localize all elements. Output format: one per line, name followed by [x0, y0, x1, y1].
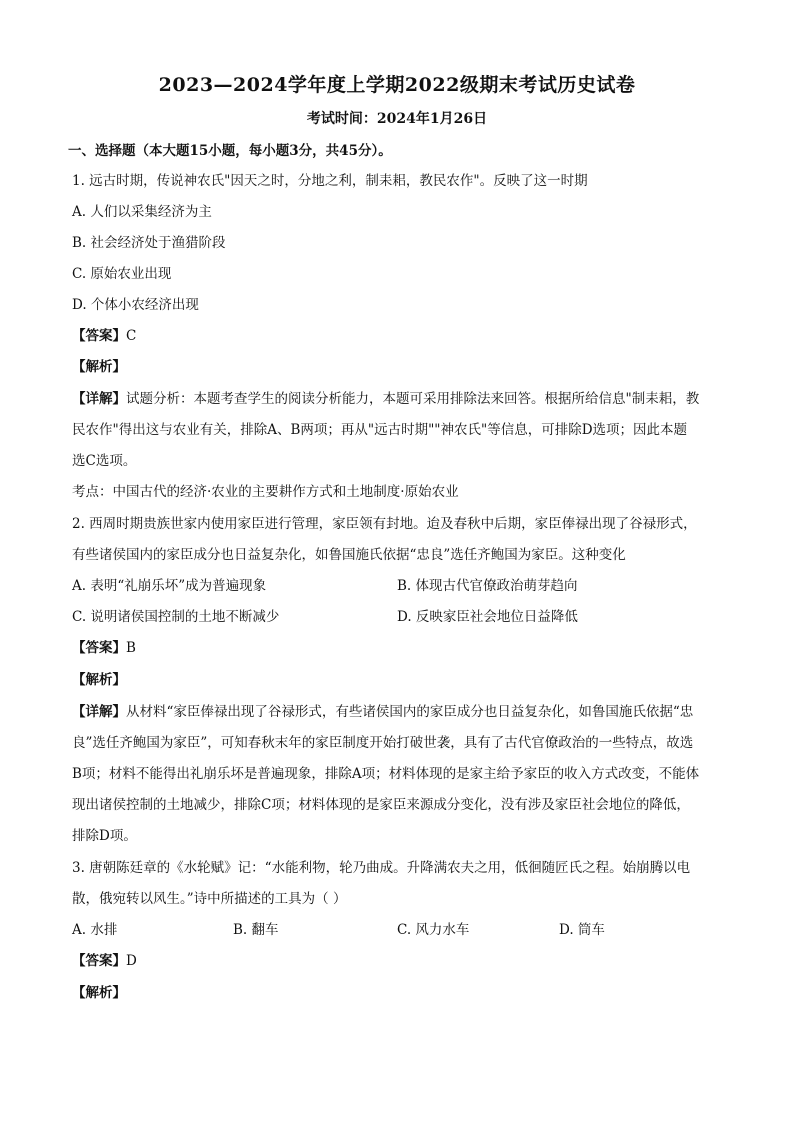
- page-title: 2023—2024学年度上学期2022级期末考试历史试卷: [158, 74, 636, 96]
- q1-option-d: D. 个体小农经济出现: [72, 297, 199, 313]
- q1-analysis: 【解析】: [72, 359, 126, 375]
- q2-analysis: 【解析】: [72, 672, 126, 688]
- q3-answer: [72, 951, 732, 971]
- answer-tag: 【答案】: [72, 953, 126, 969]
- q2-answer: [72, 638, 732, 658]
- q2-detail-line-2: 良”选任齐鲍国为家臣”，可知春秋末年的家臣制度开始打破世袭，具有了古代官僚政治的一些特点，故选: [72, 735, 694, 751]
- q2-option-b: B. 体现古代官僚政治萌芽趋向: [397, 578, 578, 594]
- q1-detail-line-3: 选C选项。: [72, 453, 137, 469]
- answer-tag: 【答案】: [72, 328, 126, 344]
- detail-text: 试题分析：本题考查学生的阅读分析能力，本题可采用排除法来回答。根据所给信息"制耒耜，教: [126, 391, 700, 407]
- q3-option-b: B. 翻车: [233, 922, 279, 938]
- q1-answer: [72, 326, 732, 346]
- q3-stem-line-2: 散，俄宛转以风生。”诗中所描述的工具为（ ）: [72, 891, 347, 907]
- q2-stem-line-1: 2. 西周时期贵族世家内使用家臣进行管理，家臣领有封地。迨及春秋中后期，家臣俸禄出现了谷禄形式，: [72, 516, 697, 532]
- q1-option-a: A. 人们以采集经济为主: [72, 204, 212, 220]
- q1-option-b: B. 社会经济处于渔猎阶段: [72, 235, 226, 251]
- q2-detail-line-1: [72, 702, 732, 722]
- detail-tag: 【详解】: [72, 704, 126, 720]
- q2-option-c: C. 说明诸侯国控制的土地不断减少: [72, 609, 280, 625]
- q2-stem-line-2: 有些诸侯国内的家臣成分也日益复杂化，如鲁国施氏依据“忠良”选任齐鲍国为家臣。这种变化: [72, 547, 626, 563]
- q2-detail-line-3: B项；材料不能得出礼崩乐坏是普遍现象，排除A项；材料体现的是家主给予家臣的收入方式改变，不能体: [72, 766, 700, 782]
- answer-value: C: [126, 328, 137, 344]
- detail-text: 从材料“家臣俸禄出现了谷禄形式，有些诸侯国内的家臣成分也日益复杂化，如鲁国施氏依据“忠: [126, 704, 694, 720]
- q1-detail-line-1: [72, 389, 732, 409]
- q1-detail-line-2: 民农作"得出这与农业有关，排除A、B两项；再从"远古时期""神农氏"等信息，可排除D选项；因此本题: [72, 422, 688, 438]
- answer-value: B: [126, 640, 136, 656]
- q2-option-d: D. 反映家臣社会地位日益降低: [397, 609, 578, 625]
- q3-analysis: 【解析】: [72, 985, 126, 1001]
- q1-option-c: C. 原始农业出现: [72, 266, 172, 282]
- q1-stem: 1. 远古时期，传说神农氏"因天之时，分地之利，制耒耜，教民农作"。反映了这一时期: [72, 173, 588, 189]
- answer-tag: 【答案】: [72, 640, 126, 656]
- q3-stem-line-1: 3. 唐朝陈廷章的《水轮赋》记：“水能利物，轮乃曲成。升降满农夫之用，低徊随匠氏之程。始崩腾以电: [72, 860, 691, 876]
- section-heading: 一、选择题（本大题15小题，每小题3分，共45分）。: [68, 143, 392, 159]
- q3-option-c: C. 风力水车: [397, 922, 470, 938]
- q1-kaodian: 考点：中国古代的经济·农业的主要耕作方式和土地制度·原始农业: [72, 484, 459, 500]
- q3-option-a: A. 水排: [72, 922, 118, 938]
- answer-value: D: [126, 953, 137, 969]
- exam-time: 考试时间：2024年1月26日: [306, 111, 488, 127]
- q2-option-a: A. 表明“礼崩乐坏”成为普遍现象: [72, 578, 267, 594]
- detail-tag: 【详解】: [72, 391, 126, 407]
- q2-detail-line-5: 排除D项。: [72, 828, 137, 844]
- q3-option-d: D. 筒车: [559, 922, 605, 938]
- q2-detail-line-4: 现出诸侯控制的土地减少，排除C项；材料体现的是家臣来源成分变化，没有涉及家臣社会地位的降低，: [72, 797, 690, 813]
